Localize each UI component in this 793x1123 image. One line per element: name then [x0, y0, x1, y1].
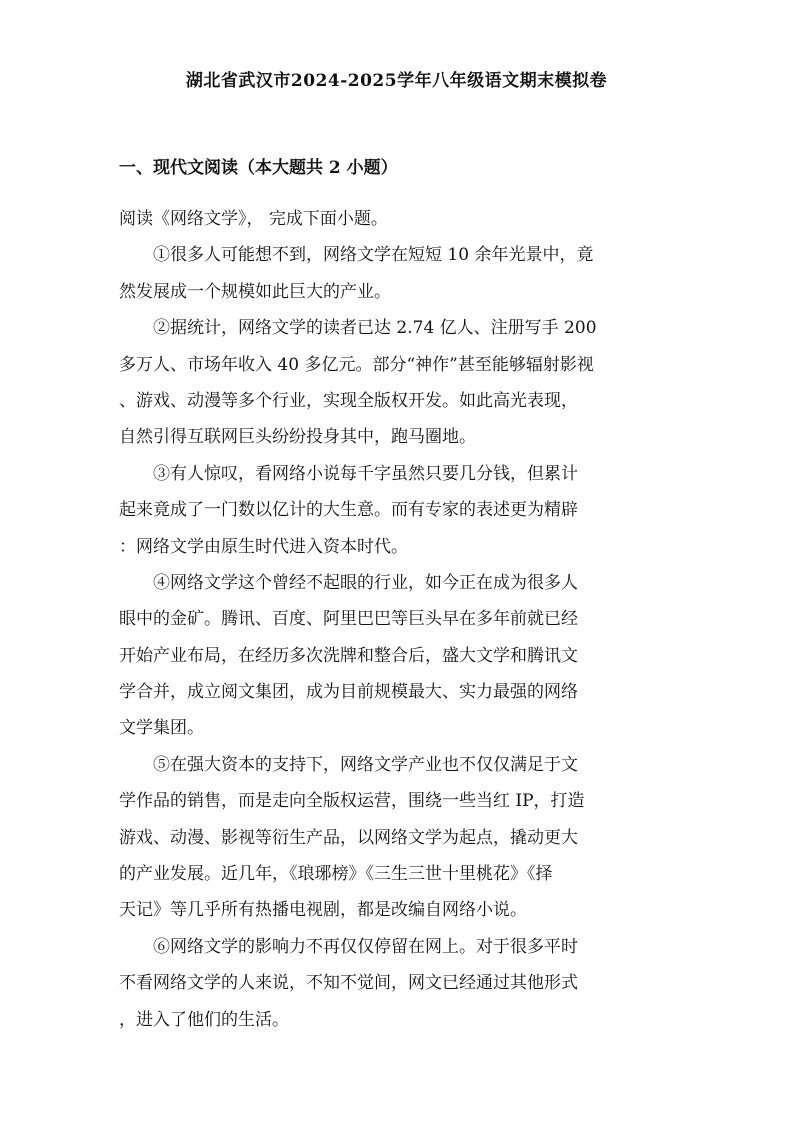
passage-line: 学合并，成立阅文集团，成为目前规模最大、实力最强的网络 [119, 682, 578, 703]
passage-line: ③有人惊叹，看网络小说每千字虽然只要几分钱，但累计 [153, 463, 578, 484]
passage-line: ⑤在强大资本的支持下，网络文学产业也不仅仅满足于文 [153, 754, 578, 775]
passage-line: 开始产业布局，在经历多次洗牌和整合后，盛大文学和腾讯文 [119, 645, 578, 666]
passage-line: 文学集团。 [119, 718, 204, 739]
passage-line: 不看网络文学的人来说，不知不觉间，网文已经通过其他形式 [119, 973, 578, 994]
passage-line: ：网络文学由原生时代进入资本时代。 [119, 536, 408, 557]
passage-line: 阅读《网络文学》， 完成下面小题。 [119, 209, 388, 229]
passage-line: ⑥网络文学的影响力不再仅仅停留在网上。对于很多平时 [153, 936, 578, 957]
section-heading: 一、现代文阅读（本大题共 2 小题） [119, 158, 398, 178]
passage-line: 眼中的金矿。腾讯、百度、阿里巴巴等巨头早在多年前就已经 [119, 609, 578, 630]
passage-line: ④网络文学这个曾经不起眼的行业，如今正在成为很多人 [153, 572, 578, 593]
passage-line: 多万人、市场年收入 40 多亿元。部分“神作”甚至能够辐射影视 [119, 354, 594, 375]
passage-line: ①很多人可能想不到，网络文学在短短 10 余年光景中，竟 [153, 245, 594, 266]
passage-line: 自然引得互联网巨头纷纷投身其中，跑马圈地。 [119, 427, 476, 448]
passage-line: 学作品的销售，而是走向全版权运营，围绕一些当红 IP，打造 [119, 791, 585, 812]
passage-line: 然发展成一个规模如此巨大的产业。 [119, 281, 391, 302]
passage-line: ，进入了他们的生活。 [119, 1009, 289, 1030]
passage-line: 的产业发展。近几年，《琅琊榜》《三生三世十里桃花》《择 [119, 864, 553, 885]
document-title: 湖北省武汉市2024-2025学年八年级语文期末模拟卷 [185, 71, 608, 91]
passage-line: ②据统计，网络文学的读者已达 2.74 亿人、注册写手 200 [153, 318, 597, 339]
passage-line: 天记》等几乎所有热播电视剧，都是改编自网络小说。 [119, 900, 527, 921]
passage-line: 游戏、动漫、影视等衍生产品，以网络文学为起点，撬动更大 [119, 827, 578, 848]
passage-line: 、游戏、动漫等多个行业，实现全版权开发。如此高光表现， [119, 390, 578, 411]
passage-body [119, 201, 671, 1038]
passage-line: 起来竟成了一门数以亿计的大生意。而有专家的表述更为精辟 [119, 500, 578, 521]
